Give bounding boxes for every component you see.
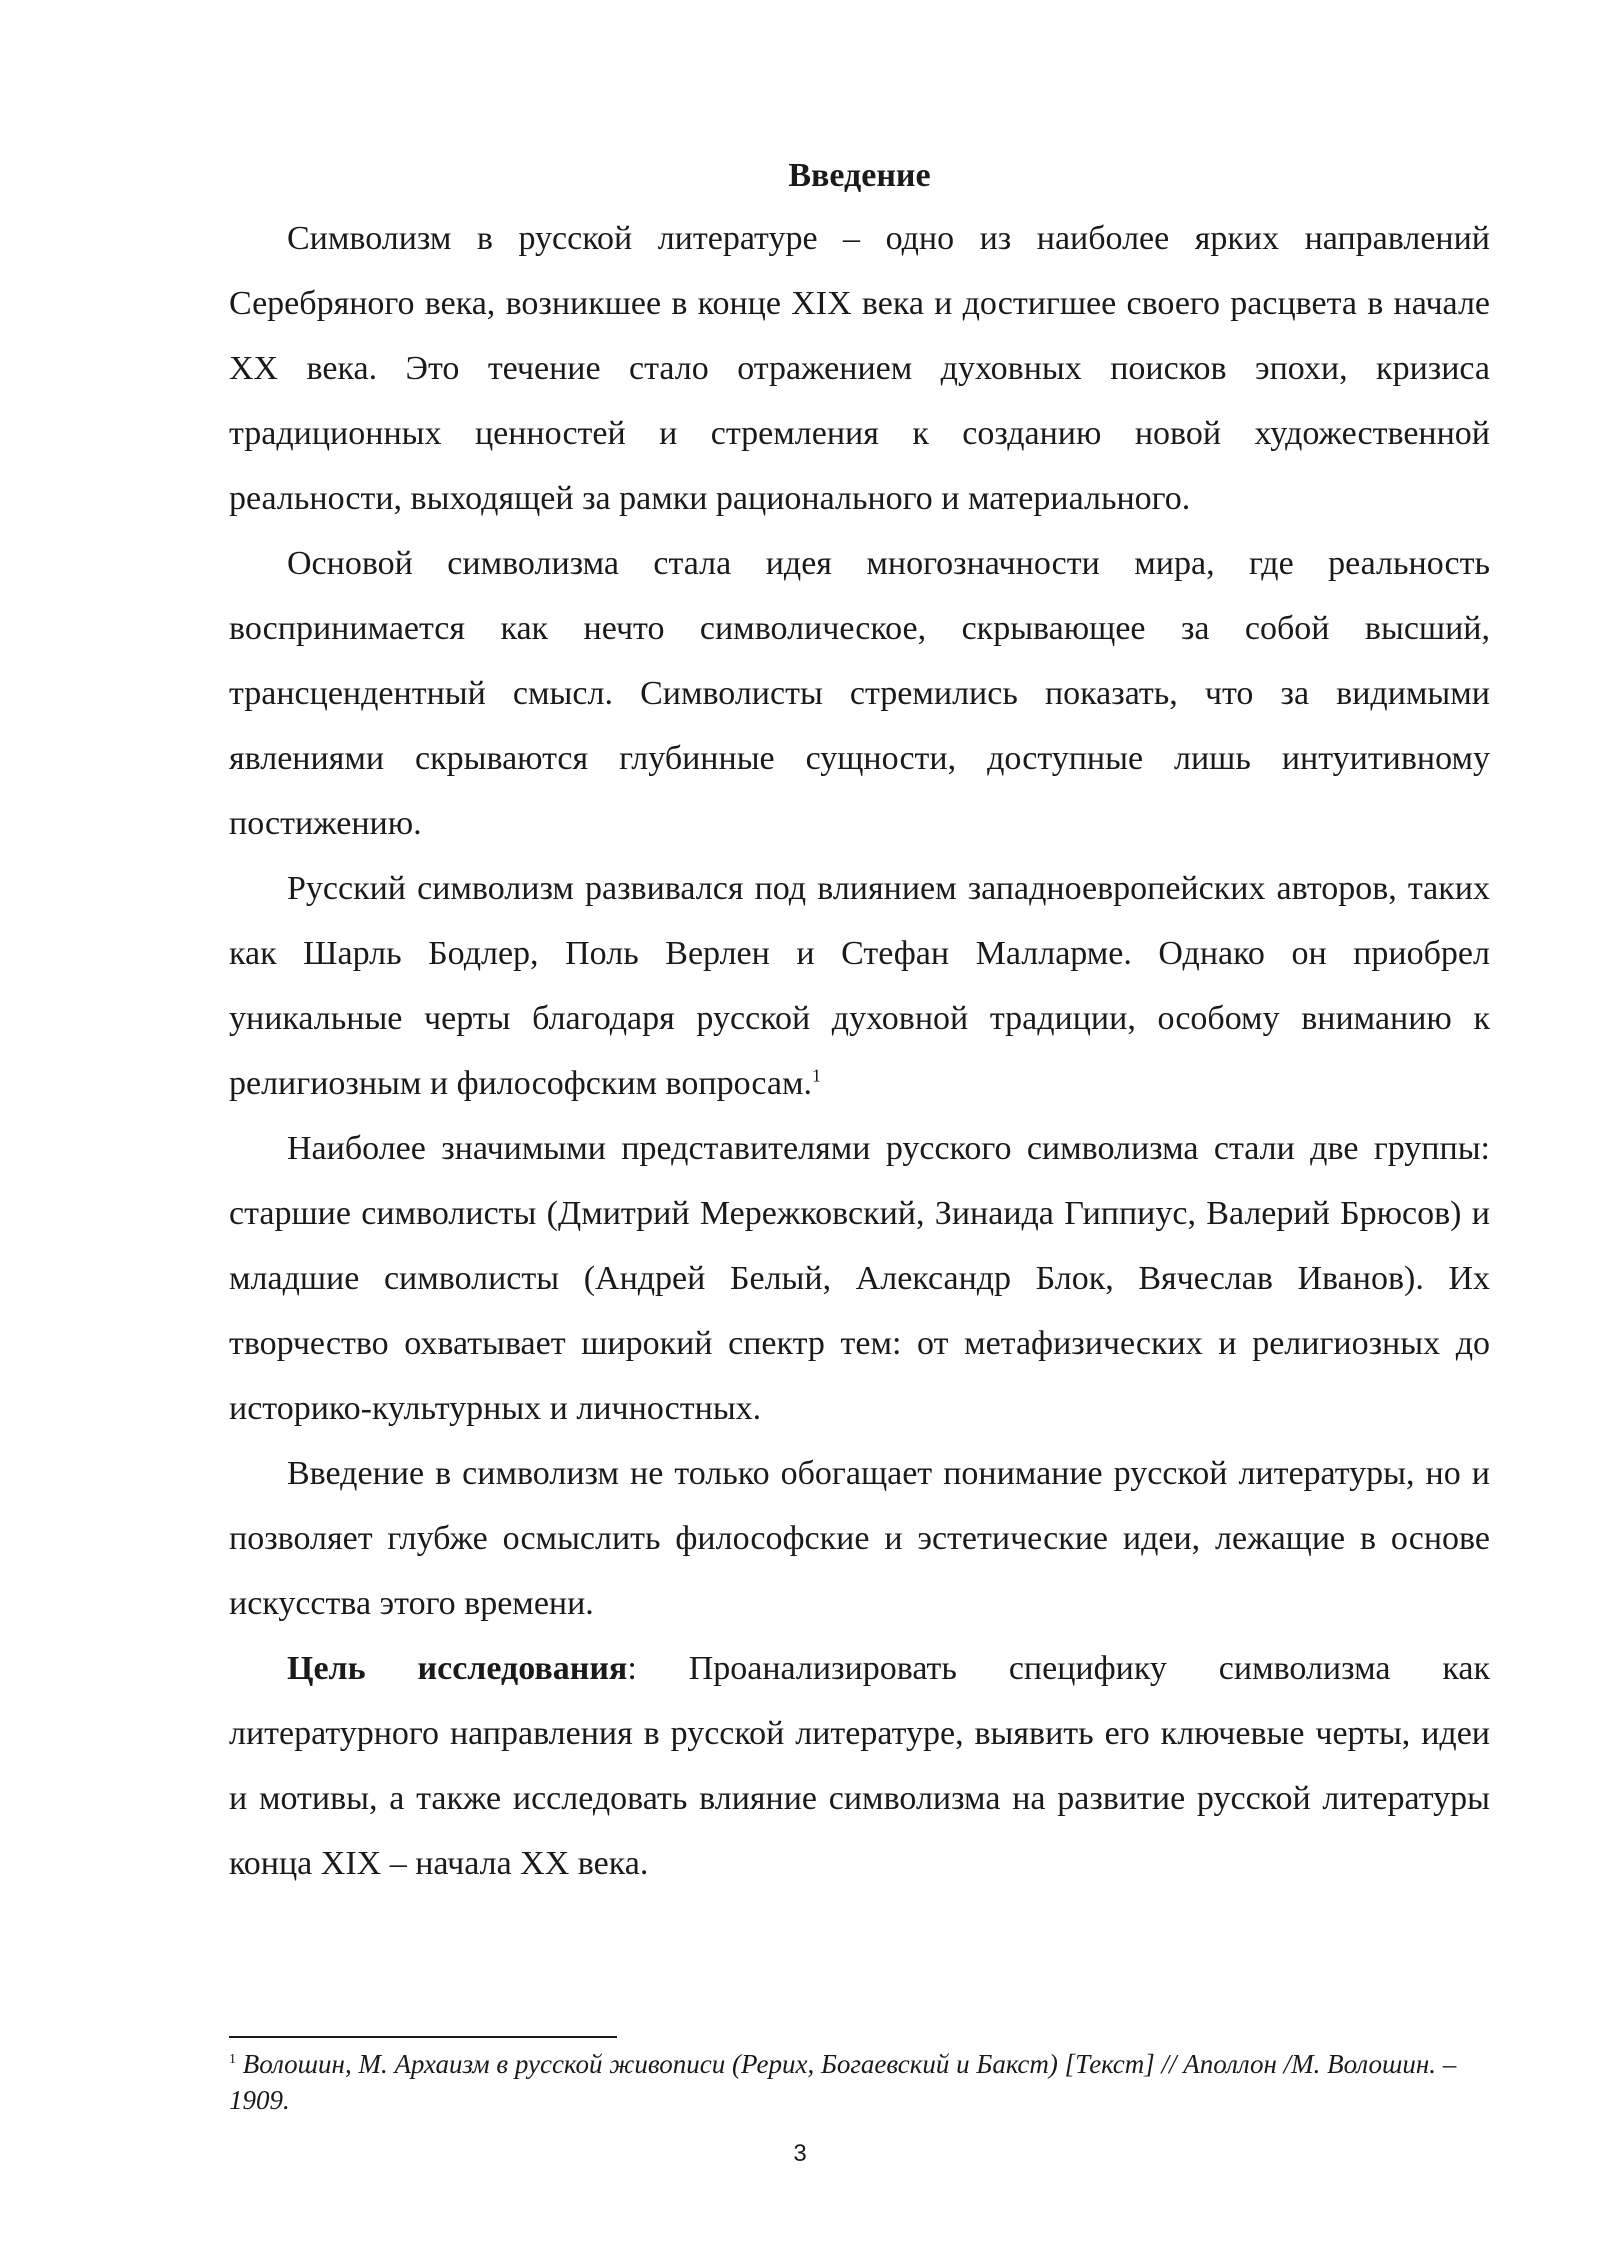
goal-text: Проанализировать специфику символизма как литературного направления в русской литературе, выявить его ключевые черты, идеи и мотивы, а также исследовать влияние символизма на развитие русской литературы конца XIX – начала XX века. xyxy=(229,1650,1490,1882)
paragraph-intro: Символизм в русской литературе – одно из наиболее ярких направлений Серебряного века, возникшее в конце XIX века и достигшее своего расцвета в начале XX века. Это течение стало отражением духовных поисков эпохи, кризиса традиционных ценностей и стремления к созданию новой художественной реальности, выходящей за рамки рационального и материального. xyxy=(229,220,1490,517)
page-number: 3 xyxy=(793,2140,807,2167)
page-title: Введение xyxy=(788,157,931,194)
page-body xyxy=(229,146,1490,1896)
footnote-reference[interactable]: 1 xyxy=(812,1065,822,1086)
paragraph-representatives: Наиболее значимыми представителями русского символизма стали две группы: старшие символисты (Дмитрий Мережковский, Зинаида Гиппиус, Валерий Брюсов) и младшие символисты (Андрей Белый, Александр Блок, Вячеслав Иванов). Их творчество охватывает широкий спектр тем: от метафизических и религиозных до историко-культурных и личностных. xyxy=(229,1130,1490,1427)
footnote-number: 1 xyxy=(229,2052,236,2067)
footnote xyxy=(229,2046,1490,2118)
paragraph-influence-text: Русский символизм развивался под влиянием западноевропейских авторов, таких как Шарль Бодлер, Поль Верлен и Стефан Малларме. Однако он приобрел уникальные черты благодаря русской духовной традиции, особому вниманию к религиозным и философским вопросам. xyxy=(229,870,1490,1102)
footnote-divider xyxy=(229,2036,617,2038)
footnote-text: Волошин, М. Архаизм в русской живописи (Рерих, Богаевский и Бакст) [Текст] // Аполлон /М. Волошин. –1909. xyxy=(229,2049,1457,2115)
paragraph-influence xyxy=(229,856,1490,1116)
paragraph-goal xyxy=(229,1636,1490,1896)
paragraph-conclusion: Введение в символизм не только обогащает понимание русской литературы, но и позволяет глубже осмыслить философские и эстетические идеи, лежащие в основе искусства этого времени. xyxy=(229,1455,1490,1622)
goal-separator: : xyxy=(627,1650,637,1687)
paragraph-basis: Основой символизма стала идея многозначности мира, где реальность воспринимается как нечто символическое, скрывающее за собой высший, трансцендентный смысл. Символисты стремились показать, что за видимыми явлениями скрываются глубинные сущности, доступные лишь интуитивному постижению. xyxy=(229,545,1490,842)
goal-label: Цель исследования xyxy=(287,1650,628,1687)
